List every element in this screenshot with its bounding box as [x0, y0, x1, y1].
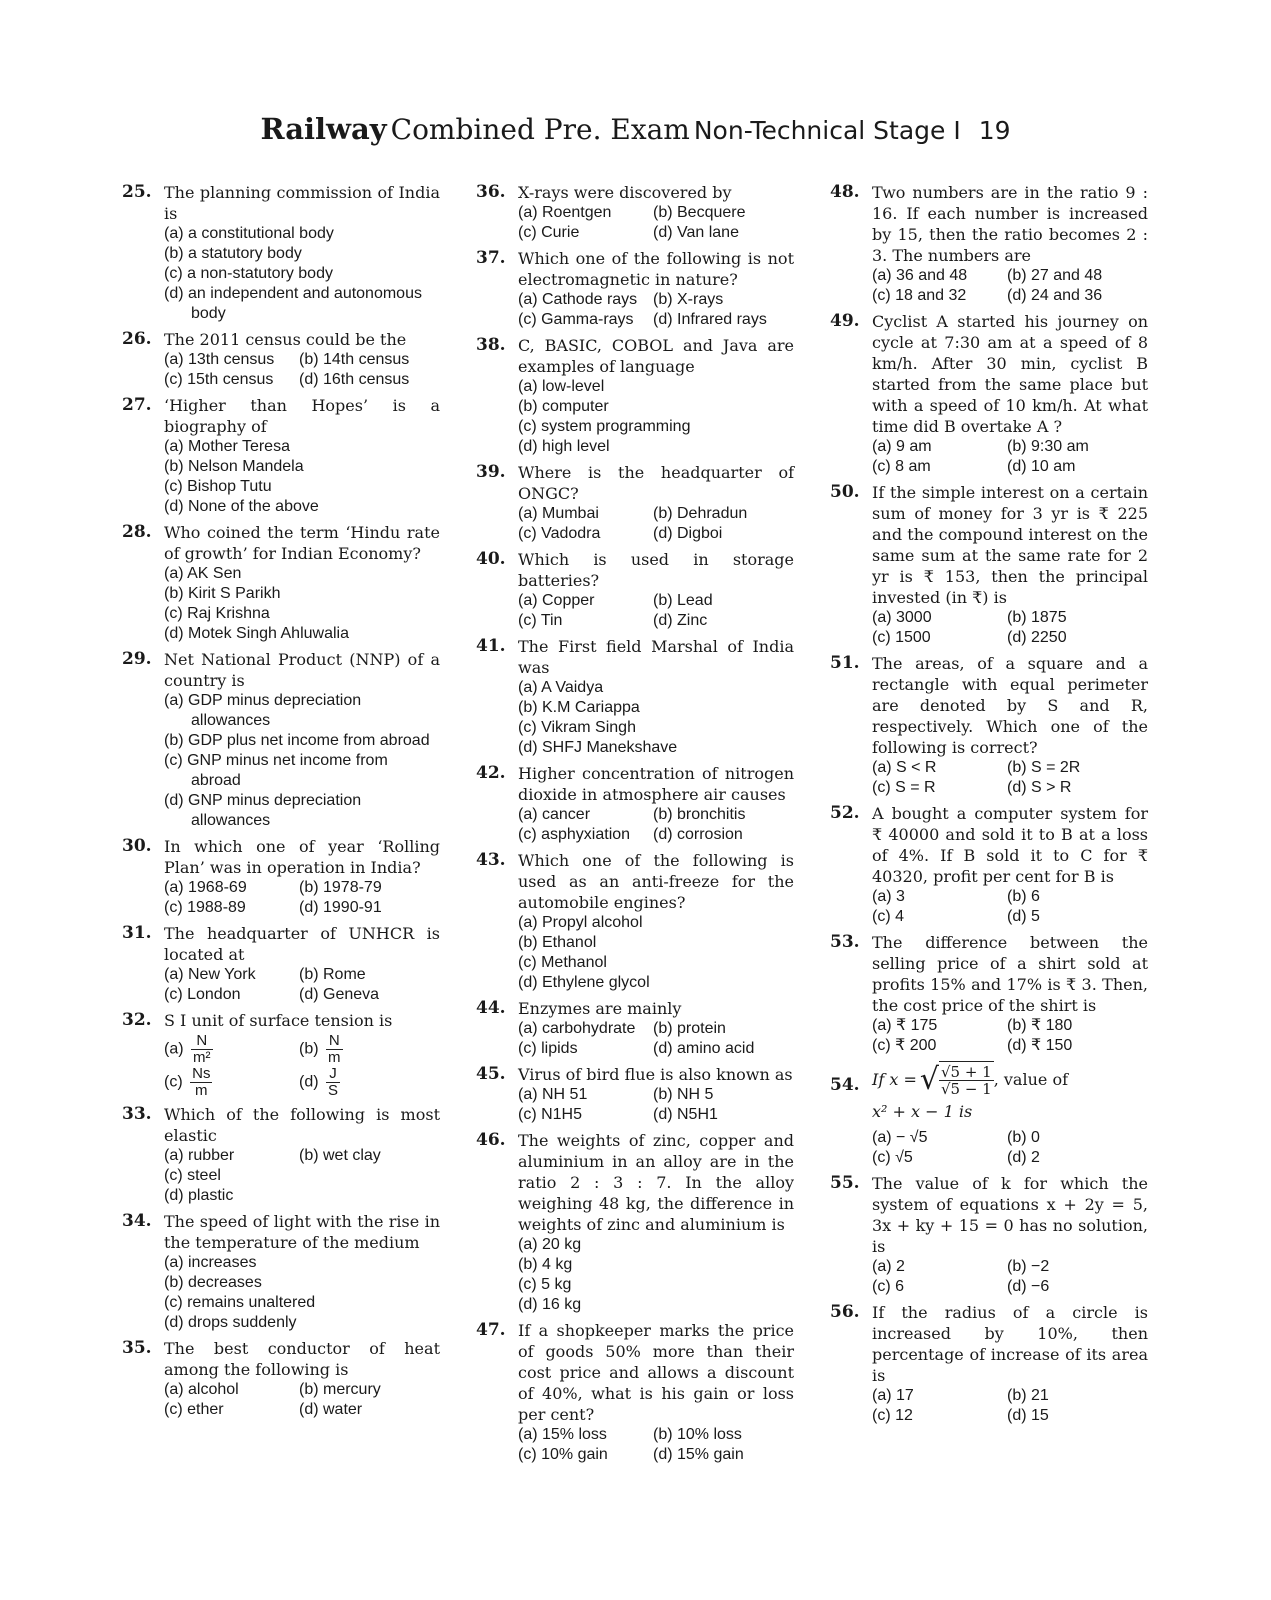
option: (d) Zinc [653, 612, 708, 629]
option: (d) Motek Singh Ahluwalia [164, 625, 349, 642]
fraction: $\frac{J}{S}$ [328, 1065, 339, 1099]
question-text: S I unit of surface tension is [164, 1011, 393, 1030]
option: (a) AK Sen [164, 565, 242, 582]
option: (a) Mother Teresa [164, 438, 290, 455]
option: (d) an independent and autonomous body [164, 285, 422, 322]
question-25 [122, 182, 440, 324]
page-header [0, 112, 1271, 146]
option: (c) S = R [872, 779, 936, 796]
option: (b) 27 and 48 [1007, 267, 1103, 284]
option: (c) 18 and 32 [872, 287, 967, 304]
option: (c) Vikram Singh [518, 719, 636, 736]
option: (c) Vadodra [518, 525, 601, 542]
question-56 [830, 1302, 1148, 1426]
option: (c) asphyxiation [518, 826, 631, 843]
option: (a) 1968-69 [164, 879, 247, 896]
question-number: 37. [476, 248, 506, 268]
question-text: The value of k for which the system of equations x + 2y = 5, 3x + ky + 15 = 0 has no solution, is [872, 1174, 1148, 1256]
question-text: The First field Marshal of India was [518, 637, 794, 677]
option: (d) Van lane [653, 224, 739, 241]
question-text: Net National Product (NNP) of a country is [164, 650, 440, 690]
option: (c) a non-statutory body [164, 265, 333, 282]
option: (c) 1500 [872, 629, 931, 646]
question-number: 40. [476, 549, 506, 569]
question-38 [476, 335, 794, 457]
question-text: If a shopkeeper marks the price of goods 50% more than their cost price and allows a discount of 40%, what is his gain or loss per cent? [518, 1321, 794, 1424]
option: (a) − √5 [872, 1129, 928, 1146]
option: (b) 1875 [1007, 609, 1067, 626]
question-number: 54. [830, 1075, 860, 1095]
option: (b) X-rays [653, 291, 724, 308]
question-number: 44. [476, 998, 506, 1018]
option: (a) 13th census [164, 351, 275, 368]
option: (a) Cathode rays [518, 291, 638, 308]
question-text: Enzymes are mainly [518, 999, 682, 1018]
option: (b) a statutory body [164, 245, 302, 262]
question-28 [122, 522, 440, 644]
option: (d) Ethylene glycol [518, 974, 650, 991]
option: (c) 15th census [164, 371, 274, 388]
question-number: 42. [476, 763, 506, 783]
option: (a) 3 [872, 888, 905, 905]
option: (d) water [299, 1401, 363, 1418]
option: (d) N5H1 [653, 1106, 718, 1123]
question-37 [476, 248, 794, 330]
question-52 [830, 803, 1148, 927]
option: (c) N1H5 [518, 1106, 583, 1123]
option: (d) Digboi [653, 525, 723, 542]
question-number: 53. [830, 932, 860, 952]
column-3 [830, 182, 1148, 1431]
option: (a) 9 am [872, 438, 932, 455]
question-39 [476, 462, 794, 544]
option: (d) Infrared rays [653, 311, 767, 328]
option: (b) 1978-79 [299, 879, 382, 896]
question-number: 39. [476, 462, 506, 482]
column-1 [122, 182, 440, 1425]
question-42 [476, 763, 794, 845]
header-title: Combined Pre. Exam [390, 113, 690, 146]
option: (b) 0 [1007, 1129, 1040, 1146]
option: (b) Becquere [653, 204, 746, 221]
option: (d) SHFJ Manekshave [518, 739, 678, 756]
question-number: 27. [122, 395, 152, 415]
option: (d) drops suddenly [164, 1314, 297, 1331]
question-41 [476, 636, 794, 758]
question-number: 38. [476, 335, 506, 355]
page-number: 19 [978, 116, 1011, 145]
option: (a) Roentgen [518, 204, 612, 221]
option: (a) S < R [872, 759, 937, 776]
question-text: Virus of bird flue is also known as [518, 1065, 793, 1084]
question-55 [830, 1173, 1148, 1297]
option: (b) K.M Cariappa [518, 699, 640, 716]
question-text: X-rays were discovered by [518, 183, 732, 202]
question-number: 36. [476, 182, 506, 202]
option: (b) Kirit S Parikh [164, 585, 281, 602]
question-text: The planning commission of India is [164, 183, 440, 223]
option: (a) 3000 [872, 609, 932, 626]
question-35 [122, 1338, 440, 1420]
option: (a) 15% loss [518, 1426, 607, 1443]
option: (c) remains unaltered [164, 1294, 316, 1311]
question-number: 29. [122, 649, 152, 669]
question-40 [476, 549, 794, 631]
question-text: If the simple interest on a certain sum of money for 3 yr is ₹ 225 and the compound interest on the same sum at the same rate for 2 yr is ₹ 153, then the principal invested (in ₹) is [872, 483, 1148, 607]
question-number: 47. [476, 1320, 506, 1340]
option: (d) corrosion [653, 826, 743, 843]
fraction: $\frac{N}{m}$ [328, 1032, 341, 1066]
question-number: 55. [830, 1173, 860, 1193]
question-27 [122, 395, 440, 517]
question-text: If x = √ $\frac{√5 + 1}{√5 - 1}$ , value of [872, 1061, 1068, 1098]
option: (c) Raj Krishna [164, 605, 270, 622]
question-text: Who coined the term ‘Hindu rate of growth’ for Indian Economy? [164, 523, 440, 563]
question-29 [122, 649, 440, 831]
option: (c) 8 am [872, 458, 931, 475]
question-number: 41. [476, 636, 506, 656]
option: (a) 2 [872, 1258, 905, 1275]
option: (a) ₹ 175 [872, 1017, 938, 1034]
option: (a) Mumbai [518, 505, 599, 522]
option: (c) 6 [872, 1278, 904, 1295]
option: (a) New York [164, 966, 256, 983]
option: (b) Dehradun [653, 505, 748, 522]
option: (d) 5 [1007, 908, 1040, 925]
option: (b) −2 [1007, 1258, 1050, 1275]
option: (c) Tin [518, 612, 563, 629]
option: (b) ₹ 180 [1007, 1017, 1073, 1034]
option [299, 1166, 434, 1186]
question-text: If the radius of a circle is increased by 10%, then percentage of increase of its area is [872, 1303, 1148, 1385]
option: (d) 10 am [1007, 458, 1076, 475]
sqrt-symbol: √ [919, 1061, 939, 1097]
option: (d) 15% gain [653, 1446, 744, 1463]
option: (a) a constitutional body [164, 225, 334, 242]
option: (d) None of the above [164, 498, 319, 515]
question-text: Which one of the following is not electromagnetic in nature? [518, 249, 794, 289]
question-number: 35. [122, 1338, 152, 1358]
option: (a) GDP minus depreciation allowances [164, 692, 362, 729]
option: (a) 36 and 48 [872, 267, 968, 284]
question-number: 43. [476, 850, 506, 870]
option: (b) Nelson Mandela [164, 458, 304, 475]
question-number: 45. [476, 1064, 506, 1084]
question-number: 49. [830, 311, 860, 331]
question-number: 30. [122, 836, 152, 856]
option: (b) 14th census [299, 351, 410, 368]
option: (c) system programming [518, 418, 691, 435]
option: (b) 9:30 am [1007, 438, 1089, 455]
question-text: The weights of zinc, copper and aluminium in an alloy are in the ratio 2 : 3 : 7. In the alloy weighing 48 kg, the difference in weights of zinc and aluminium is [518, 1131, 794, 1234]
option: (b) 21 [1007, 1387, 1049, 1404]
option: (a) carbohydrate [518, 1020, 636, 1037]
question-text: The best conductor of heat among the following is [164, 1339, 440, 1379]
header-subtitle: Non-Technical Stage I [693, 116, 961, 145]
option: (a) rubber [164, 1147, 235, 1164]
option: (a) 17 [872, 1387, 914, 1404]
option: (a) $\frac{N}{\text{m²}}$ [164, 1032, 211, 1066]
question-text: C, BASIC, COBOL and Java are examples of language [518, 336, 794, 376]
option: (b) Lead [653, 592, 713, 609]
option: (c) London [164, 986, 241, 1003]
option: (d) Geneva [299, 986, 380, 1003]
option: (c) Methanol [518, 954, 607, 971]
option: (a) alcohol [164, 1381, 239, 1398]
question-number: 31. [122, 923, 152, 943]
question-51 [830, 653, 1148, 798]
root-fraction: $\frac{√5 + 1}{√5 - 1}$ [940, 1063, 992, 1098]
option: (c) 10% gain [518, 1446, 608, 1463]
option: (c) steel [164, 1167, 221, 1184]
question-text: Which of the following is most elastic [164, 1105, 440, 1145]
option: (d) ₹ 150 [1007, 1037, 1073, 1054]
question-text: Which one of the following is used as an anti-freeze for the automobile engines? [518, 851, 794, 912]
option: (c) 1988-89 [164, 899, 246, 916]
option: (d) 16 kg [518, 1296, 582, 1313]
question-number: 56. [830, 1302, 860, 1322]
option: (b) Rome [299, 966, 366, 983]
question-number: 28. [122, 522, 152, 542]
option: (d) 15 [1007, 1407, 1049, 1424]
question-54 [830, 1061, 1148, 1168]
option: (c) 4 [872, 908, 904, 925]
question-number: 48. [830, 182, 860, 202]
question-text: Two numbers are in the ratio 9 : 16. If each number is increased by 15, then the ratio becomes 2 : 3. The numbers are [872, 183, 1148, 265]
option: (b) decreases [164, 1274, 262, 1291]
option: (a) A Vaidya [518, 679, 604, 696]
question-36 [476, 182, 794, 243]
question-number: 33. [122, 1104, 152, 1124]
option [299, 1186, 434, 1206]
option: (b) bronchitis [653, 806, 746, 823]
question-30 [122, 836, 440, 918]
option: (d) S > R [1007, 779, 1072, 796]
option: (c) Curie [518, 224, 580, 241]
option: (d) 24 and 36 [1007, 287, 1103, 304]
option: (c) ₹ 200 [872, 1037, 937, 1054]
option: (d) plastic [164, 1187, 234, 1204]
question-50 [830, 482, 1148, 648]
question-34 [122, 1211, 440, 1333]
option: (c) GNP minus net income from abroad [164, 752, 388, 789]
question-43 [476, 850, 794, 993]
question-number: 34. [122, 1211, 152, 1231]
question-number: 26. [122, 329, 152, 349]
question-text: In which one of year ‘Rolling Plan’ was in operation in India? [164, 837, 440, 877]
option: (d) 16th census [299, 371, 410, 388]
question-32 [122, 1010, 440, 1099]
option: (c) Bishop Tutu [164, 478, 272, 495]
question-text: A bought a computer system for ₹ 40000 and sold it to B at a loss of 4%. If B sold it to C for ₹ 40320, profit per cent for B is [872, 804, 1148, 886]
question-46 [476, 1130, 794, 1315]
question-33 [122, 1104, 440, 1206]
question-text: The areas, of a square and a rectangle with equal perimeter are denoted by S and R, respectively. Which one of the following is correct? [872, 654, 1148, 757]
option: (c) $\frac{Ns}{m}$ [164, 1065, 211, 1099]
option: (d) −6 [1007, 1278, 1050, 1295]
question-47 [476, 1320, 794, 1465]
column-2 [476, 182, 794, 1470]
question-text: The 2011 census could be the [164, 330, 407, 349]
question-48 [830, 182, 1148, 306]
question-text: The difference between the selling price of a shirt sold at profits 15% and 17% is ₹ 3. Then, the cost price of the shirt is [872, 933, 1148, 1015]
header-brand: Railway [260, 112, 387, 146]
option: (c) 5 kg [518, 1276, 572, 1293]
option: (a) Propyl alcohol [518, 914, 643, 931]
question-53 [830, 932, 1148, 1056]
question-number: 32. [122, 1010, 152, 1030]
option: (c) lipids [518, 1040, 578, 1057]
option: (c) 12 [872, 1407, 913, 1424]
option: (b) mercury [299, 1381, 381, 1398]
option: (b) 6 [1007, 888, 1040, 905]
option: (b) protein [653, 1020, 726, 1037]
question-text: ‘Higher than Hopes’ is a biography of [164, 396, 440, 436]
question-number: 52. [830, 803, 860, 823]
question-text: The speed of light with the rise in the temperature of the medium [164, 1212, 440, 1252]
option: (b) 4 kg [518, 1256, 573, 1273]
question-text: Higher concentration of nitrogen dioxide in atmosphere air causes [518, 764, 794, 804]
question-text: The headquarter of UNHCR is located at [164, 924, 440, 964]
option: (a) 20 kg [518, 1236, 582, 1253]
question-text-line2: x² + x − 1 is [872, 1102, 973, 1121]
question-49 [830, 311, 1148, 477]
option: (b) NH 5 [653, 1086, 714, 1103]
question-31 [122, 923, 440, 1005]
question-number: 46. [476, 1130, 506, 1150]
question-number: 50. [830, 482, 860, 502]
fraction: $\frac{N}{\text{m²}}$ [193, 1032, 211, 1066]
option: (d) 2 [1007, 1149, 1040, 1166]
option: (c) ether [164, 1401, 224, 1418]
option: (d) 2250 [1007, 629, 1067, 646]
option: (b) GDP plus net income from abroad [164, 732, 430, 749]
question-26 [122, 329, 440, 390]
option: (b) computer [518, 398, 609, 415]
option: (a) NH 51 [518, 1086, 588, 1103]
option: (a) Copper [518, 592, 595, 609]
option: (b) wet clay [299, 1147, 381, 1164]
option: (b) S = 2R [1007, 759, 1081, 776]
option: (b) Ethanol [518, 934, 597, 951]
question-text: Which is used in storage batteries? [518, 550, 794, 590]
option: (c) √5 [872, 1149, 913, 1166]
option: (c) Gamma-rays [518, 311, 634, 328]
question-text: Cyclist A started his journey on cycle at 7:30 am at a speed of 8 km/h. After 30 min, cyclist B started from the same place but with a speed of 10 km/h. At what time did B overtake A ? [872, 312, 1148, 436]
question-45 [476, 1064, 794, 1125]
question-number: 25. [122, 182, 152, 202]
option: (a) cancer [518, 806, 591, 823]
option: (d) amino acid [653, 1040, 755, 1057]
question-text: Where is the headquarter of ONGC? [518, 463, 794, 503]
option: (b) $\frac{N}{m}$ [299, 1032, 341, 1066]
option: (a) increases [164, 1254, 257, 1271]
option: (d) GNP minus depreciation allowances [164, 792, 362, 829]
option: (d) 1990-91 [299, 899, 382, 916]
question-44 [476, 998, 794, 1059]
option: (d) $\frac{J}{S}$ [299, 1065, 339, 1099]
option: (d) high level [518, 438, 610, 455]
option: (a) low-level [518, 378, 605, 395]
fraction: $\frac{Ns}{m}$ [192, 1065, 211, 1099]
question-number: 51. [830, 653, 860, 673]
option: (b) 10% loss [653, 1426, 742, 1443]
